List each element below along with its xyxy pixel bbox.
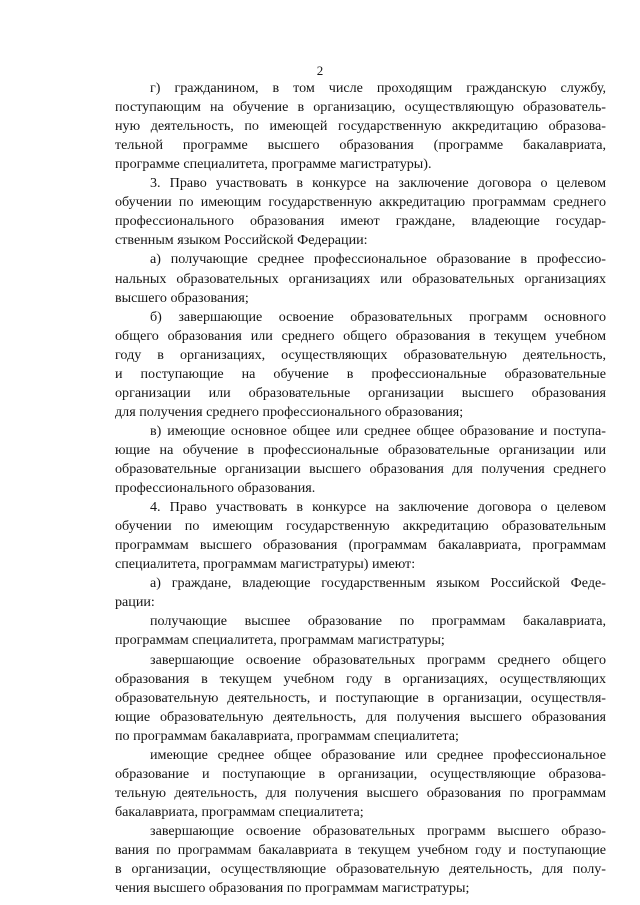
text-line: в) имеющие основное общее или среднее общее образование и поступа- [150,422,606,439]
text-line: поступающим на обучение в организацию, осуществляющую образователь- [115,99,606,116]
text-line: имеющие среднее общее образование или среднее профессиональное [150,746,606,763]
text-line: профессионального образования. [115,480,316,497]
text-line: обучении по имеющим государственную аккредитацию образовательным [115,518,606,535]
text-line: получающие высшее образование по программам бакалавриата, [150,613,606,630]
text-line: г) гражданином, в том числе проходящим гражданскую службу, [150,80,606,96]
page-number: 2 [316,63,324,78]
text-line: высшего образования; [115,289,249,306]
text-line: тельной программе высшего образования (программе бакалавриата, [115,137,606,154]
text-line: по программам бакалавриата, программам специалитета; [115,727,459,744]
text-line: 4. Право участвовать в конкурсе на заключение договора о целевом [150,499,606,516]
text-line: чения высшего образования по программам магистратуры; [115,880,470,897]
text-line: 3. Право участвовать в конкурсе на заключение договора о целевом [150,175,606,192]
text-line: специалитета, программам магистратуры) имеют: [115,556,416,573]
text-line: б) завершающие освоение образовательных программ основного [150,308,606,325]
text-line: нальных образовательных организациях или образовательных организациях [115,270,606,287]
text-line: а) получающие среднее профессиональное образование в профессио- [150,251,606,268]
text-line: программам специалитета, программам магистратуры; [115,632,445,649]
text-line: ную деятельность, по имеющей государственную аккредитацию образова- [115,118,606,135]
text-line: тельную деятельность, для получения высшего образования по программам [115,784,606,801]
text-line: организации или образовательные организации высшего образования [115,384,606,401]
text-line: году в организациях, осуществляющих образовательную деятельность, [115,346,606,363]
text-line: обучении по имеющим государственную аккредитацию программам среднего [115,194,606,211]
text-line: образовательную деятельность, и поступающие в организации, осуществля- [115,689,606,706]
text-line: ющие образовательную деятельность, для получения высшего образования [115,708,606,725]
text-line: рации: [115,594,155,611]
text-line: общего образования или среднего общего образования в текущем учебном [115,327,606,344]
text-line: образования в текущем учебном году в организациях, осуществляющих [115,670,606,687]
text-line: образовательные организации высшего образования для получения среднего [115,461,606,477]
text-line: ющие на обучение в профессиональные образовательные организации или [115,441,606,458]
text-line: ственным языком Российской Федерации: [115,232,368,249]
text-line: программам высшего образования (программам бакалавриата, программам [115,537,606,554]
text-line: в организации, осуществляющие образовательную деятельность, для полу- [115,861,606,878]
text-line: а) граждане, владеющие государственным языком Российской Феде- [150,575,606,592]
text-line: завершающие освоение образовательных программ высшего образо- [150,822,606,839]
text-line: для получения среднего профессионального образования; [115,403,464,420]
text-line: и поступающие на обучение в профессиональные образовательные [115,365,606,382]
text-line: образование и поступающие в организации, осуществляющие образова- [115,765,606,782]
text-line: завершающие освоение образовательных программ среднего общего [150,651,606,668]
text-line: профессионального образования имеют граждане, владеющие государ- [115,213,606,230]
text-line: программе специалитета, программе магистратуры). [115,156,432,173]
text-line: вания по программам бакалавриата в текущем учебном году и поступающие [115,842,606,858]
text-line: бакалавриата, программам специалитета; [115,803,364,820]
